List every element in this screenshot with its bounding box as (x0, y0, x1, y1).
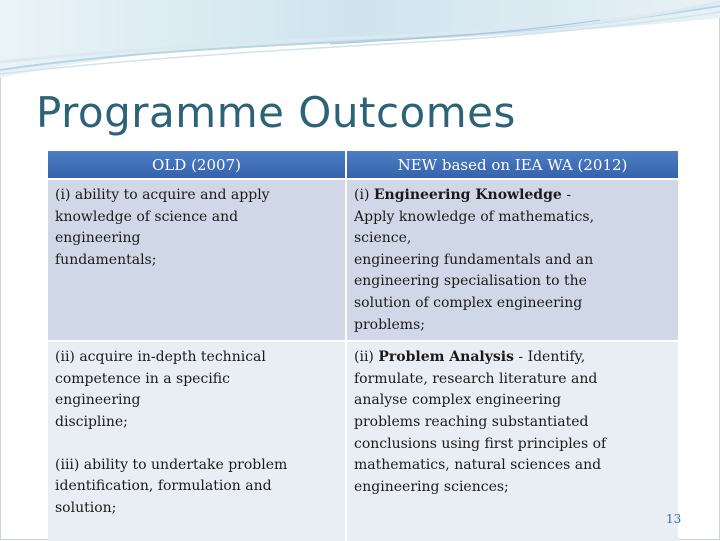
outcome-term: Problem Analysis (378, 349, 514, 366)
old-outcome-line: knowledge of science and (55, 208, 239, 225)
table-row (48, 342, 678, 541)
old-outcome-line: solution; (55, 499, 117, 516)
old-outcome-line: identification, formulation and (55, 478, 272, 495)
decorative-swoosh (0, 0, 720, 80)
new-outcome-heading (354, 347, 672, 369)
new-outcome-line: analyse complex engineering (354, 392, 562, 409)
outcome-number: (ii) (354, 349, 379, 366)
old-outcome-line: fundamentals; (55, 251, 157, 268)
new-outcome-line: problems; (354, 316, 425, 333)
page-number: 13 (666, 512, 682, 526)
table-row (48, 180, 678, 342)
old-outcome-cell (48, 342, 347, 541)
old-outcome-line: (i) ability to acquire and apply (55, 187, 270, 203)
new-outcome-cell (347, 180, 678, 342)
new-outcome-line: formulate, research literature and (354, 370, 598, 387)
new-outcome-line: engineering fundamentals and an (354, 251, 594, 268)
outcome-heading-suffix: - Identify, (513, 349, 586, 366)
new-outcome-line: engineering sciences; (354, 478, 509, 495)
table-header-row (48, 151, 678, 180)
new-outcome-line: conclusions using first principles of (354, 435, 607, 452)
old-outcome-line: (ii) acquire in-depth technical (55, 349, 266, 366)
column-header-old: OLD (2007) (48, 151, 347, 180)
new-outcome-line: science, (354, 230, 412, 247)
old-outcome-line: discipline; (55, 413, 128, 430)
new-outcome-cell (347, 342, 678, 541)
new-outcome-line: solution of complex engineering (354, 294, 583, 311)
paragraph-gap (55, 434, 339, 455)
outcomes-comparison-table (48, 151, 678, 541)
old-outcome-line: competence in a specific (55, 370, 230, 387)
outcome-number: (i) (354, 187, 374, 203)
outcome-heading-suffix: - (561, 187, 571, 203)
old-outcome-line: (iii) ability to undertake problem (55, 456, 288, 473)
new-outcome-line: engineering specialisation to the (354, 273, 587, 290)
column-header-new: NEW based on IEA WA (2012) (347, 151, 678, 180)
new-outcome-heading (354, 185, 672, 207)
old-outcome-line: engineering (55, 392, 141, 409)
outcome-term: Engineering Knowledge (373, 187, 562, 203)
new-outcome-line: problems reaching substantiated (354, 413, 589, 430)
old-outcome-line: engineering (55, 230, 141, 247)
page-title: Programme Outcomes (36, 88, 516, 137)
old-outcome-cell (48, 180, 347, 342)
new-outcome-line: Apply knowledge of mathematics, (354, 208, 595, 225)
new-outcome-line: mathematics, natural sciences and (354, 457, 602, 474)
